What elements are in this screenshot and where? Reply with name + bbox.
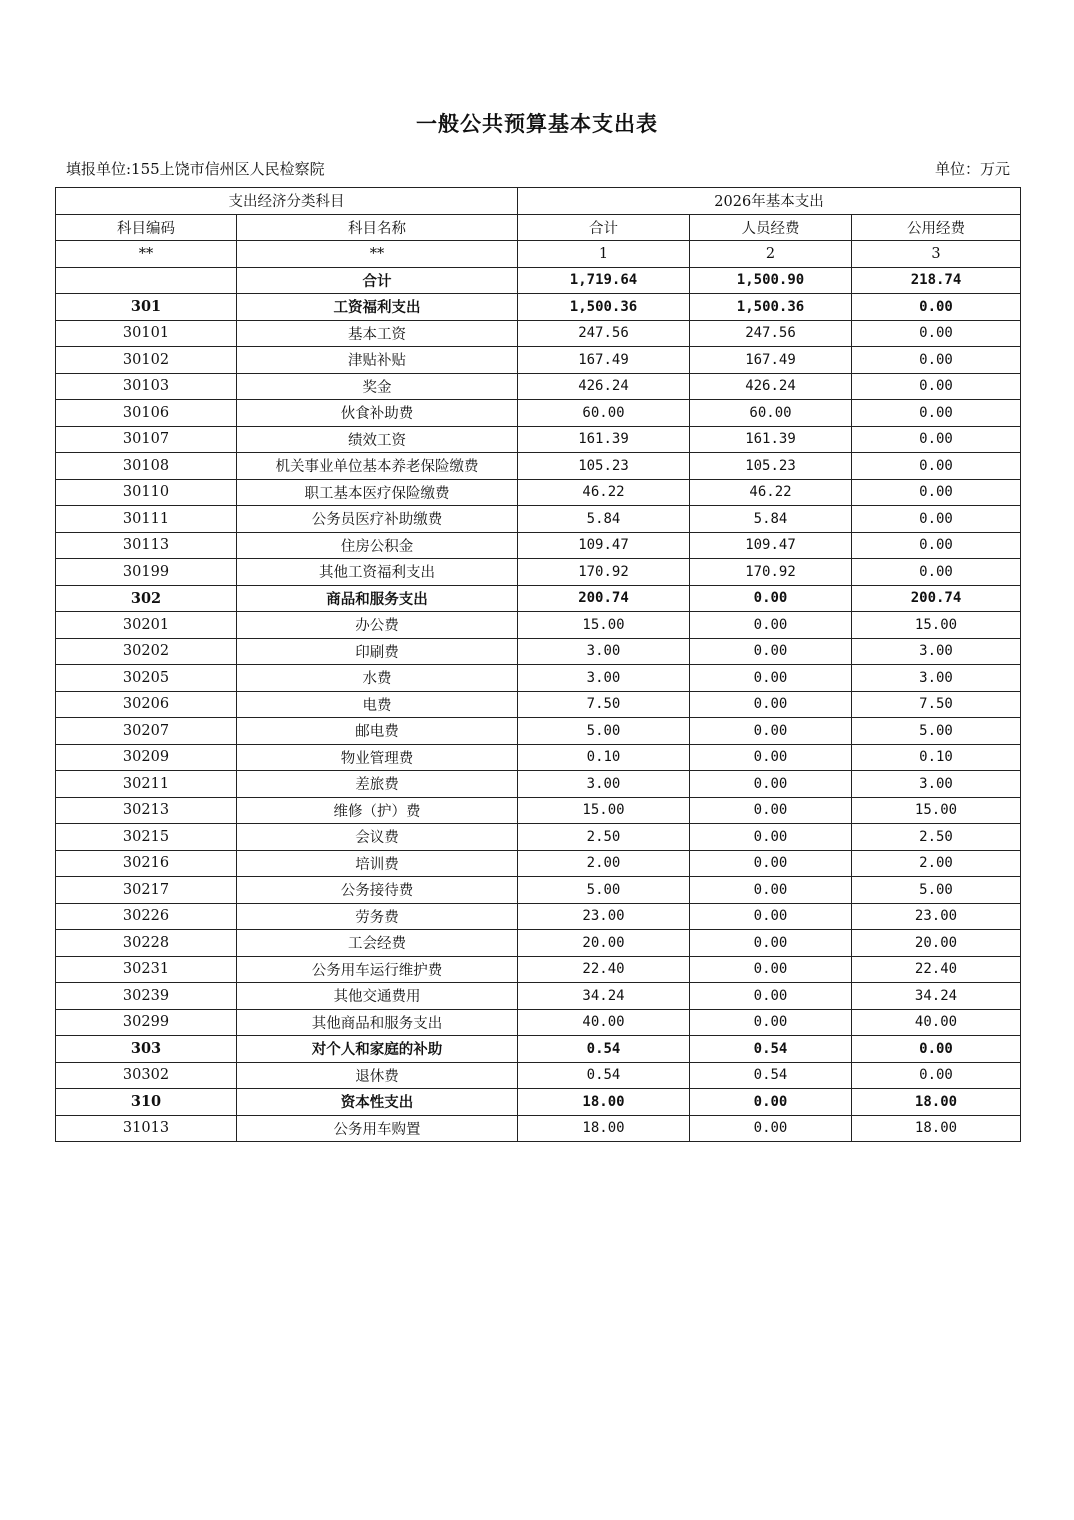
cell-code: 30103: [56, 373, 237, 400]
cell-personnel: 0.00: [690, 903, 852, 930]
header-name: 科目名称: [237, 214, 518, 241]
table-row: [56, 1009, 1021, 1036]
cell-total: 2.50: [518, 824, 690, 851]
reporting-unit: 填报单位:155上饶市信州区人民检察院: [66, 160, 325, 178]
currency-unit: 单位：万元: [934, 160, 1010, 178]
cell-name: 维修（护）费: [237, 797, 518, 824]
cell-code: 30106: [56, 400, 237, 427]
cell-code: 30239: [56, 983, 237, 1010]
table-row: [56, 532, 1021, 559]
cell-name: 公务用车购置: [237, 1115, 518, 1142]
cell-total: 5.84: [518, 506, 690, 533]
cell-personnel: 167.49: [690, 347, 852, 374]
cell-code: 30213: [56, 797, 237, 824]
cell-total: 167.49: [518, 347, 690, 374]
cell-code: 30231: [56, 956, 237, 983]
cell-personnel: 0.54: [690, 1036, 852, 1063]
cell-code: 303: [56, 1036, 237, 1063]
cell-public: 0.00: [852, 453, 1021, 480]
cell-name: 工会经费: [237, 930, 518, 957]
cell-name: 基本工资: [237, 320, 518, 347]
cell-personnel: 109.47: [690, 532, 852, 559]
cell-code: 30199: [56, 559, 237, 586]
table-row: [56, 797, 1021, 824]
table-row: [56, 400, 1021, 427]
cell-personnel: 0.00: [690, 956, 852, 983]
table-row: [56, 1062, 1021, 1089]
cell-public: 7.50: [852, 691, 1021, 718]
cell-total: 18.00: [518, 1115, 690, 1142]
cell-code: 30101: [56, 320, 237, 347]
table-row: [56, 612, 1021, 639]
cell-code: 30299: [56, 1009, 237, 1036]
cell-public: 15.00: [852, 612, 1021, 639]
table-row: [56, 267, 1021, 294]
index-code: **: [56, 241, 237, 268]
cell-total: 3.00: [518, 638, 690, 665]
cell-public: 0.00: [852, 1036, 1021, 1063]
table-row: [56, 1115, 1021, 1142]
cell-code: [56, 267, 237, 294]
table-row: [56, 347, 1021, 374]
cell-total: 22.40: [518, 956, 690, 983]
cell-total: 0.54: [518, 1062, 690, 1089]
cell-name: 印刷费: [237, 638, 518, 665]
cell-code: 30209: [56, 744, 237, 771]
cell-personnel: 0.00: [690, 612, 852, 639]
cell-name: 邮电费: [237, 718, 518, 745]
cell-personnel: 426.24: [690, 373, 852, 400]
table-row: [56, 373, 1021, 400]
cell-personnel: 0.00: [690, 797, 852, 824]
cell-name: 绩效工资: [237, 426, 518, 453]
cell-public: 5.00: [852, 718, 1021, 745]
table-row: [56, 1089, 1021, 1116]
cell-code: 30111: [56, 506, 237, 533]
cell-personnel: 161.39: [690, 426, 852, 453]
cell-code: 30206: [56, 691, 237, 718]
table-row: [56, 930, 1021, 957]
cell-code: 31013: [56, 1115, 237, 1142]
header-economic-class: 支出经济分类科目: [56, 188, 518, 215]
cell-personnel: 0.00: [690, 744, 852, 771]
cell-public: 0.00: [852, 532, 1021, 559]
page-title: 一般公共预算基本支出表: [416, 111, 658, 136]
cell-personnel: 5.84: [690, 506, 852, 533]
cell-total: 2.00: [518, 850, 690, 877]
table-row: [56, 718, 1021, 745]
table-row: [56, 506, 1021, 533]
cell-public: 5.00: [852, 877, 1021, 904]
cell-code: 30107: [56, 426, 237, 453]
cell-public: 3.00: [852, 638, 1021, 665]
cell-total: 40.00: [518, 1009, 690, 1036]
cell-name: 水费: [237, 665, 518, 692]
cell-public: 0.00: [852, 347, 1021, 374]
cell-personnel: 0.00: [690, 585, 852, 612]
cell-public: 0.00: [852, 294, 1021, 321]
cell-public: 34.24: [852, 983, 1021, 1010]
cell-total: 0.10: [518, 744, 690, 771]
cell-public: 15.00: [852, 797, 1021, 824]
table-row: [56, 877, 1021, 904]
cell-total: 7.50: [518, 691, 690, 718]
cell-code: 310: [56, 1089, 237, 1116]
cell-code: 30302: [56, 1062, 237, 1089]
cell-name: 其他交通费用: [237, 983, 518, 1010]
cell-total: 161.39: [518, 426, 690, 453]
table-row: [56, 585, 1021, 612]
cell-personnel: 1,500.36: [690, 294, 852, 321]
cell-total: 18.00: [518, 1089, 690, 1116]
cell-public: 18.00: [852, 1115, 1021, 1142]
cell-code: 30211: [56, 771, 237, 798]
cell-personnel: 0.00: [690, 771, 852, 798]
cell-code: 30207: [56, 718, 237, 745]
cell-personnel: 0.00: [690, 638, 852, 665]
header-basic-expenditure: 2026年基本支出: [518, 188, 1021, 215]
cell-personnel: 247.56: [690, 320, 852, 347]
cell-code: 30110: [56, 479, 237, 506]
cell-name: 差旅费: [237, 771, 518, 798]
cell-public: 0.00: [852, 506, 1021, 533]
cell-total: 15.00: [518, 612, 690, 639]
cell-total: 426.24: [518, 373, 690, 400]
table-row: [56, 903, 1021, 930]
cell-code: 30202: [56, 638, 237, 665]
cell-personnel: 0.00: [690, 1009, 852, 1036]
cell-total: 3.00: [518, 771, 690, 798]
table-row: [56, 983, 1021, 1010]
header-personnel: 人员经费: [690, 214, 852, 241]
cell-name: 资本性支出: [237, 1089, 518, 1116]
cell-code: 30113: [56, 532, 237, 559]
cell-personnel: 0.00: [690, 930, 852, 957]
header-group-row: [56, 188, 1021, 215]
cell-total: 60.00: [518, 400, 690, 427]
cell-name: 公务接待费: [237, 877, 518, 904]
cell-total: 5.00: [518, 877, 690, 904]
cell-name: 商品和服务支出: [237, 585, 518, 612]
cell-name: 津贴补贴: [237, 347, 518, 374]
cell-code: 30228: [56, 930, 237, 957]
cell-name: 其他工资福利支出: [237, 559, 518, 586]
header-public: 公用经费: [852, 214, 1021, 241]
table-row: [56, 479, 1021, 506]
cell-name: 工资福利支出: [237, 294, 518, 321]
cell-code: 30102: [56, 347, 237, 374]
expenditure-table: [55, 187, 1021, 1142]
cell-personnel: 60.00: [690, 400, 852, 427]
cell-public: 20.00: [852, 930, 1021, 957]
cell-name: 伙食补助费: [237, 400, 518, 427]
cell-code: 302: [56, 585, 237, 612]
cell-name: 合计: [237, 267, 518, 294]
cell-public: 2.50: [852, 824, 1021, 851]
cell-personnel: 46.22: [690, 479, 852, 506]
cell-personnel: 0.00: [690, 850, 852, 877]
table-row: [56, 956, 1021, 983]
cell-total: 15.00: [518, 797, 690, 824]
cell-personnel: 0.00: [690, 718, 852, 745]
cell-public: 200.74: [852, 585, 1021, 612]
report-meta: [66, 158, 1010, 179]
cell-public: 0.00: [852, 373, 1021, 400]
cell-code: 301: [56, 294, 237, 321]
header-column-row: [56, 214, 1021, 241]
cell-name: 奖金: [237, 373, 518, 400]
header-code: 科目编码: [56, 214, 237, 241]
table-row: [56, 824, 1021, 851]
table-row: [56, 691, 1021, 718]
cell-total: 34.24: [518, 983, 690, 1010]
index-name: **: [237, 241, 518, 268]
table-row: [56, 1036, 1021, 1063]
cell-name: 住房公积金: [237, 532, 518, 559]
cell-name: 机关事业单位基本养老保险缴费: [237, 453, 518, 480]
cell-code: 30216: [56, 850, 237, 877]
cell-public: 0.00: [852, 479, 1021, 506]
cell-public: 0.00: [852, 320, 1021, 347]
cell-name: 物业管理费: [237, 744, 518, 771]
cell-name: 退休费: [237, 1062, 518, 1089]
table-row: [56, 559, 1021, 586]
cell-personnel: 0.00: [690, 665, 852, 692]
cell-total: 0.54: [518, 1036, 690, 1063]
index-personnel: 2: [690, 241, 852, 268]
cell-total: 170.92: [518, 559, 690, 586]
cell-name: 对个人和家庭的补助: [237, 1036, 518, 1063]
table-row: [56, 744, 1021, 771]
cell-name: 职工基本医疗保险缴费: [237, 479, 518, 506]
cell-total: 46.22: [518, 479, 690, 506]
cell-public: 0.00: [852, 559, 1021, 586]
index-public: 3: [852, 241, 1021, 268]
cell-total: 3.00: [518, 665, 690, 692]
cell-public: 40.00: [852, 1009, 1021, 1036]
cell-code: 30108: [56, 453, 237, 480]
cell-personnel: 105.23: [690, 453, 852, 480]
table-row: [56, 294, 1021, 321]
cell-total: 109.47: [518, 532, 690, 559]
cell-name: 会议费: [237, 824, 518, 851]
index-total: 1: [518, 241, 690, 268]
cell-name: 公务用车运行维护费: [237, 956, 518, 983]
cell-public: 2.00: [852, 850, 1021, 877]
cell-name: 办公费: [237, 612, 518, 639]
table-row: [56, 320, 1021, 347]
cell-code: 30201: [56, 612, 237, 639]
cell-name: 公务员医疗补助缴费: [237, 506, 518, 533]
cell-public: 0.10: [852, 744, 1021, 771]
table-row: [56, 453, 1021, 480]
cell-total: 247.56: [518, 320, 690, 347]
cell-public: 23.00: [852, 903, 1021, 930]
cell-name: 其他商品和服务支出: [237, 1009, 518, 1036]
cell-public: 218.74: [852, 267, 1021, 294]
cell-public: 0.00: [852, 400, 1021, 427]
cell-code: 30205: [56, 665, 237, 692]
cell-personnel: 0.00: [690, 1089, 852, 1116]
cell-personnel: 0.00: [690, 691, 852, 718]
cell-total: 5.00: [518, 718, 690, 745]
table-row: [56, 771, 1021, 798]
table-row: [56, 426, 1021, 453]
cell-public: 18.00: [852, 1089, 1021, 1116]
cell-total: 105.23: [518, 453, 690, 480]
cell-name: 劳务费: [237, 903, 518, 930]
cell-total: 20.00: [518, 930, 690, 957]
cell-name: 电费: [237, 691, 518, 718]
table-row: [56, 638, 1021, 665]
cell-name: 培训费: [237, 850, 518, 877]
cell-personnel: 0.00: [690, 983, 852, 1010]
cell-personnel: 170.92: [690, 559, 852, 586]
header-index-row: [56, 241, 1021, 268]
table-row: [56, 850, 1021, 877]
cell-public: 0.00: [852, 426, 1021, 453]
cell-public: 0.00: [852, 1062, 1021, 1089]
cell-code: 30226: [56, 903, 237, 930]
cell-personnel: 0.54: [690, 1062, 852, 1089]
cell-public: 3.00: [852, 771, 1021, 798]
cell-personnel: 0.00: [690, 824, 852, 851]
cell-code: 30217: [56, 877, 237, 904]
cell-total: 1,719.64: [518, 267, 690, 294]
cell-total: 23.00: [518, 903, 690, 930]
cell-code: 30215: [56, 824, 237, 851]
cell-personnel: 0.00: [690, 1115, 852, 1142]
cell-personnel: 0.00: [690, 877, 852, 904]
cell-public: 3.00: [852, 665, 1021, 692]
table-body: [56, 267, 1021, 1142]
cell-personnel: 1,500.90: [690, 267, 852, 294]
header-total: 合计: [518, 214, 690, 241]
cell-total: 1,500.36: [518, 294, 690, 321]
table-row: [56, 665, 1021, 692]
cell-public: 22.40: [852, 956, 1021, 983]
cell-total: 200.74: [518, 585, 690, 612]
